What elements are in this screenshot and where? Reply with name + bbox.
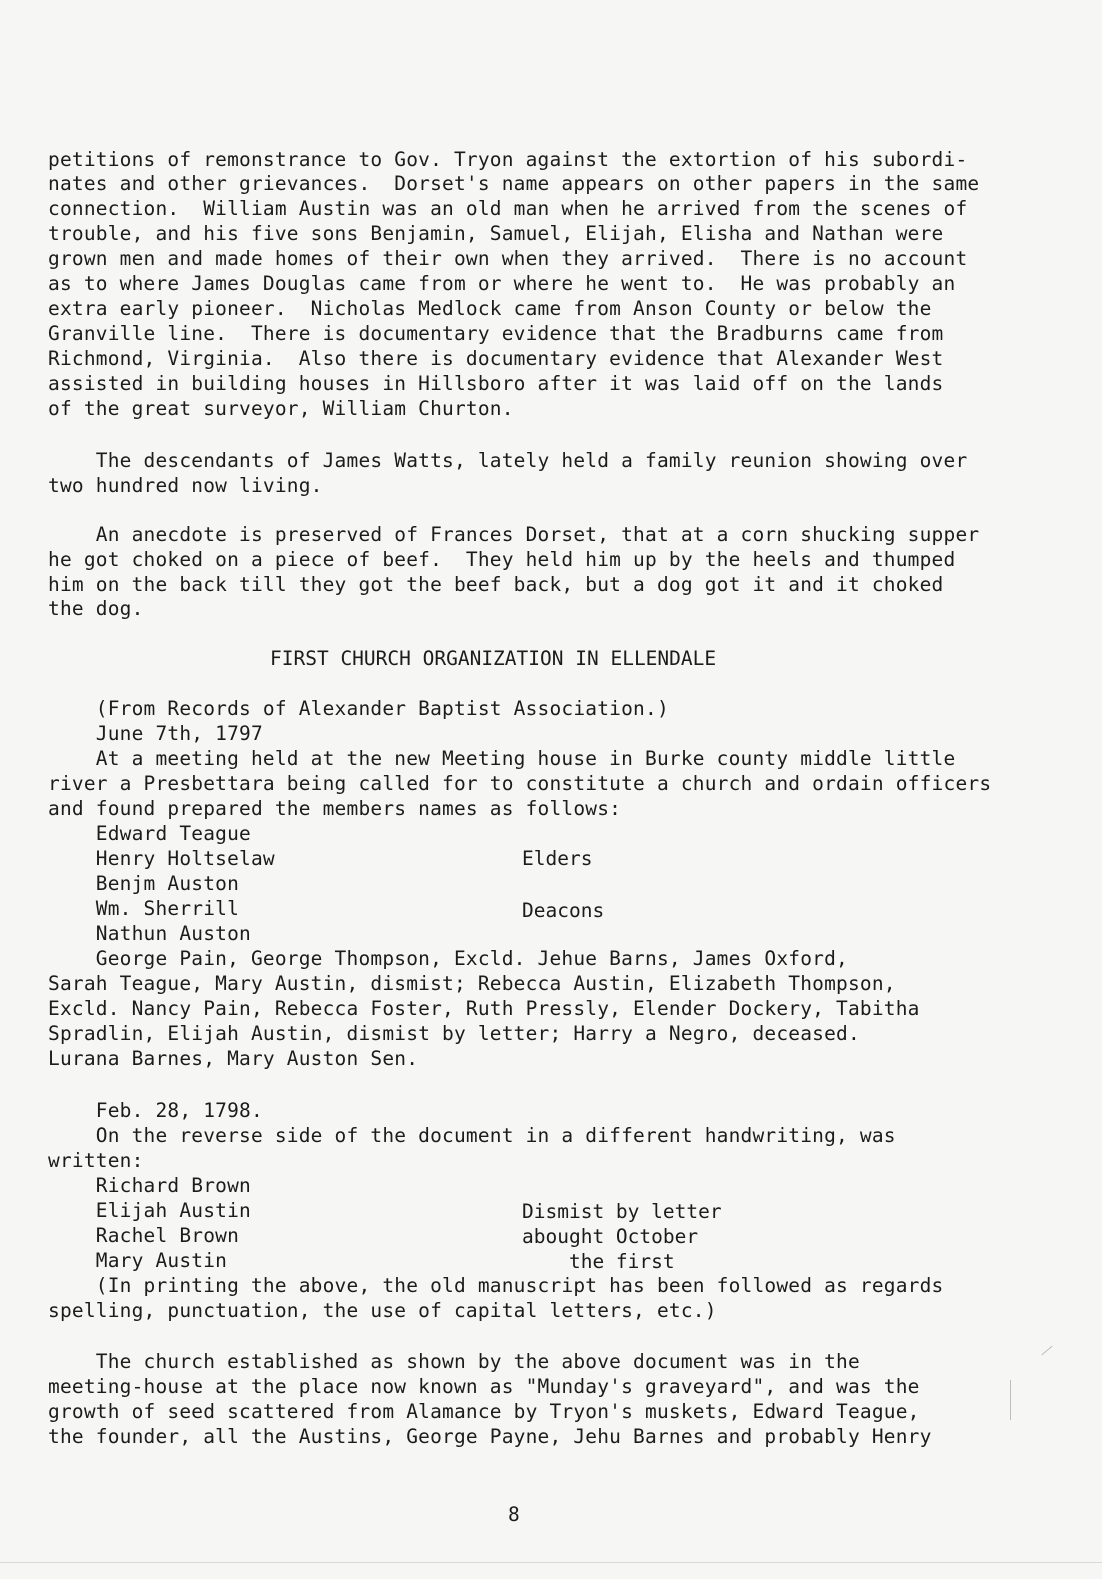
text-line: written: [48,1149,144,1172]
text-line: An anecdote is preserved of Frances Dorset, that at a corn shucking supper [48,523,980,546]
dismist-note: the first [522,1250,675,1273]
text-line: the founder, all the Austins, George Payne, Jehu Barnes and probably Henry [48,1425,932,1448]
text-line: Sarah Teague, Mary Austin, dismist; Rebecca Austin, Elizabeth Thompson, [48,972,896,995]
text-line: trouble, and his five sons Benjamin, Samuel, Elijah, Elisha and Nathan were [48,222,944,245]
section-heading: FIRST CHURCH ORGANIZATION IN ELLENDALE [270,647,717,670]
text-line: The church established as shown by the above document was in the [48,1350,860,1373]
text-line: extra early pioneer. Nicholas Medlock came from Anson County or below the [48,297,932,320]
dismist-note: abought October [522,1225,699,1248]
member-name: Elijah Austin [48,1199,251,1222]
member-name: Richard Brown [48,1174,251,1197]
member-name: Mary Austin [48,1249,228,1272]
member-name: Rachel Brown [48,1224,240,1247]
text-line: he got choked on a piece of beef. They held him up by the heels and thumped [48,548,956,571]
text-line: petitions of remonstrance to Gov. Tryon against the extortion of his subordi- [48,148,968,171]
text-line: river a Presbettara being called for to constitute a church and ordain officers [48,772,992,795]
text-line: June 7th, 1797 [48,722,263,745]
text-line: Richmond, Virginia. Also there is documentary evidence that Alexander West [48,347,944,370]
elders-label: Elders [522,847,593,870]
text-line: him on the back till they got the beef back, but a dog got it and it choked [48,573,944,596]
text-line: assisted in building houses in Hillsboro after it was laid off on the lands [48,372,944,395]
scan-mark [1010,1380,1011,1420]
scan-edge [0,1562,1102,1563]
text-line: (From Records of Alexander Baptist Association.) [48,697,669,720]
text-line: connection. William Austin was an old man when he arrived from the scenes of [48,197,968,220]
scan-mark [1041,1346,1052,1356]
text-line: (In printing the above, the old manuscript has been followed as regards [48,1274,944,1297]
deacons-label: Deacons [522,899,605,922]
text-line: Excld. Nancy Pain, Rebecca Foster, Ruth Pressly, Elender Dockery, Tabitha [48,997,920,1020]
text-line: two hundred now living. [48,474,323,497]
text-line: growth of seed scattered from Alamance by Tryon's muskets, Edward Teague, [48,1400,920,1423]
text-line: nates and other grievances. Dorset's name appears on other papers in the same [48,172,980,195]
text-line: as to where James Douglas came from or where he went to. He was probably an [48,272,956,295]
text-line: Granville line. There is documentary evidence that the Bradburns came from [48,322,944,345]
text-line: grown men and made homes of their own when they arrived. There is no account [48,247,968,270]
text-line: Lurana Barnes, Mary Auston Sen. [48,1047,419,1070]
dismist-note: Dismist by letter [522,1200,722,1223]
text-line: the dog. [48,597,144,620]
text-line: spelling, punctuation, the use of capital letters, etc.) [48,1299,717,1322]
text-line: On the reverse side of the document in a different handwriting, was [48,1124,896,1147]
text-line: meeting-house at the place now known as "Munday's graveyard", and was the [48,1375,920,1398]
text-line: The descendants of James Watts, lately held a family reunion showing over [48,449,968,472]
member-name: Henry Holtselaw [48,847,275,870]
text-line: Spradlin, Elijah Austin, dismist by letter; Harry a Negro, deceased. [48,1022,860,1045]
member-name: Benjm Auston [48,872,240,895]
page-number: 8 [508,1503,520,1526]
text-line: Feb. 28, 1798. [48,1099,263,1122]
text-line: At a meeting held at the new Meeting house in Burke county middle little [48,747,956,770]
text-line: George Pain, George Thompson, Excld. Jehue Barns, James Oxford, [48,947,848,970]
member-name: Nathun Auston [48,922,251,945]
text-line: of the great surveyor, William Churton. [48,397,514,420]
member-name: Edward Teague [48,822,251,845]
text-line: and found prepared the members names as follows: [48,797,622,820]
member-name: Wm. Sherrill [48,897,240,920]
